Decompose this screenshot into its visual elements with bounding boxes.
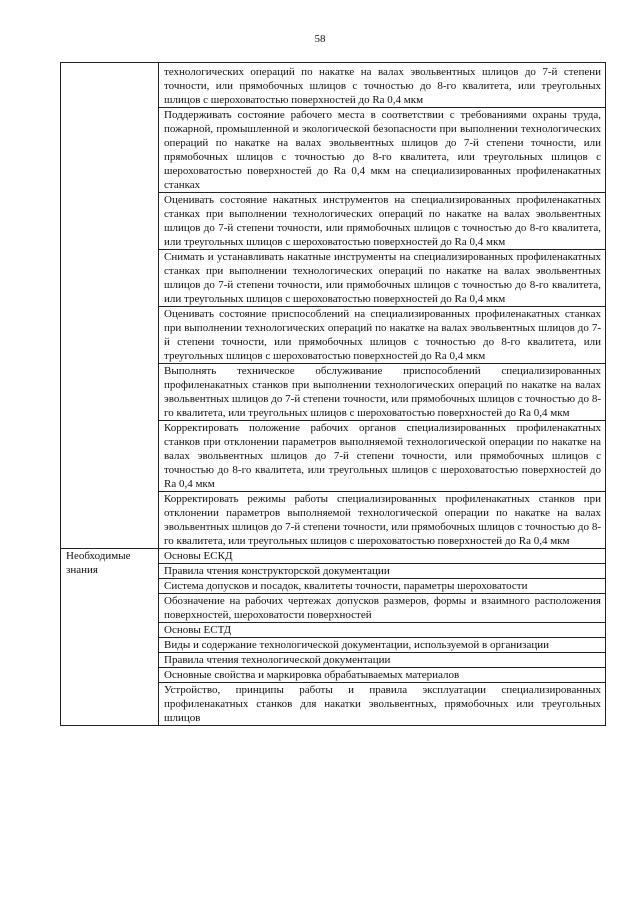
table-cell: технологических операций по накатке на валах эвольвентных шлицов до 7-й степени точности, или прямобочных шлицов с точностью до 8-го квалитета, или треугольных шлицов с шероховатостью поверхностей до Ra 0,4 мкм	[159, 63, 606, 108]
table-cell: Основы ЕСТД	[159, 623, 606, 638]
table-row	[61, 63, 606, 108]
table-cell: Снимать и устанавливать накатные инструменты на специализированных профиленакатных станках при выполнении технологических операций по накатке на валах эвольвентных шлицов до 7-й степени точности, или прямобочных шлицов с точностью до 8-го квалитета, или треугольных шлицов с шероховатостью поверхностей до Ra 0,4 мкм	[159, 250, 606, 307]
table-cell: Корректировать положение рабочих органов специализированных профиленакатных станков при отклонении параметров выполняемой технологической операции по накатке на валах эвольвентных шлицов до 7-й степени точности, или прямобочных шлицов с точностью до 8-го квалитета, или треугольных шлицов с шероховатостью поверхностей до Ra 0,4 мкм	[159, 421, 606, 492]
table-cell: Обозначение на рабочих чертежах допусков размеров, формы и взаимного расположения поверхностей, шероховатости поверхностей	[159, 594, 606, 623]
table-cell: Оценивать состояние накатных инструментов на специализированных профиленакатных станках при выполнении технологических операций по накатке на валах эвольвентных шлицов до 7-й степени точности, или прямобочных шлицов с точностью до 8-го квалитета, или треугольных шлицов с шероховатостью поверхностей до Ra 0,4 мкм	[159, 193, 606, 250]
table-cell: Правила чтения технологической документации	[159, 653, 606, 668]
table-cell: Поддерживать состояние рабочего места в соответствии с требованиями охраны труда, пожарной, промышленной и экологической безопасности при выполнении технологических операций по накатке на валах эвольвентных шлицов до 7-й степени точности, или прямобочных шлицов с точностью до 8-го квалитета, или треугольных шлицов с шероховатостью поверхностей до Ra 0,4 мкм на специализированных профиленакатных станках	[159, 108, 606, 193]
table-cell: Виды и содержание технологической документации, используемой в организации	[159, 638, 606, 653]
competency-table	[60, 62, 606, 726]
table-cell: Система допусков и посадок, квалитеты точности, параметры шероховатости	[159, 579, 606, 594]
table-cell: Устройство, принципы работы и правила эксплуатации специализированных профиленакатных станков для накатки эвольвентных, прямобочных или треугольных шлицов	[159, 683, 606, 726]
table-cell: Выполнять техническое обслуживание приспособлений специализированных профиленакатных станков при выполнении технологических операций по накатке на валах эвольвентных шлицов до 7-й степени точности, или прямобочных шлицов с точностью до 8-го квалитета, или треугольных шлицов с шероховатостью поверхностей до Ra 0,4 мкм	[159, 364, 606, 421]
table-cell: Основные свойства и маркировка обрабатываемых материалов	[159, 668, 606, 683]
table-row	[61, 549, 606, 564]
table-body	[61, 63, 606, 726]
table-cell: Правила чтения конструкторской документации	[159, 564, 606, 579]
page-number: 58	[314, 33, 326, 45]
table-cell: Основы ЕСКД	[159, 549, 606, 564]
table-cell: Оценивать состояние приспособлений на специализированных профиленакатных станках при выполнении технологических операций по накатке на валах эвольвентных шлицов до 7-й степени точности, или прямобочных шлицов с точностью до 8-го квалитета, или треугольных шлицов с шероховатостью поверхностей до Ra 0,4 мкм	[159, 307, 606, 364]
section-label-knowledge: Необходимые знания	[61, 549, 159, 726]
table-cell: Корректировать режимы работы специализированных профиленакатных станков при отклонении параметров выполняемой технологической операции по накатке на валах эвольвентных шлицов до 7-й степени точности, или прямобочных шлицов с точностью до 8-го квалитета, или треугольных шлицов с шероховатостью поверхностей до Ra 0,4 мкм	[159, 492, 606, 549]
section-label-skills	[61, 63, 159, 549]
